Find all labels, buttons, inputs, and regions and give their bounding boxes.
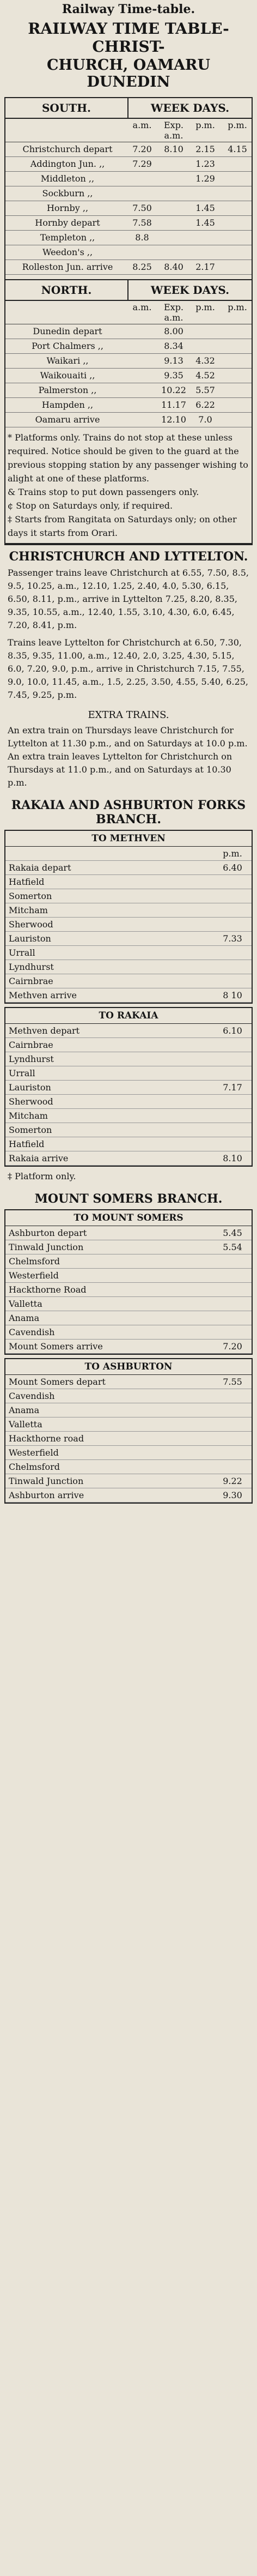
south-table-time: [158, 172, 189, 186]
north-table-row: [5, 383, 252, 398]
christchurch-lyttelton-title: CHRISTCHURCH AND LYTTELTON.: [9, 550, 248, 564]
rakaia-row: [5, 1151, 252, 1166]
ashburton-row: [5, 1375, 252, 1389]
ashburton-row: [5, 1488, 252, 1503]
ashburton-station: Anama: [9, 1405, 40, 1415]
time-head-4: p.m.: [228, 120, 247, 130]
mount-somers-time: 5.54: [223, 1242, 242, 1252]
south-table-time: 4.15: [228, 144, 247, 154]
extra-trains-text: An extra train on Thursdays leave Christchurch for Lyttelton at 11.30 p.m., and on Saturdays at 10.0 p.m. An extra train leaves Lyttelton for Christchurch on Thursdays at 11.0 p.m., and on Saturdays at 10.30 p.m.: [8, 725, 248, 788]
mount-somers-row: [5, 1254, 252, 1269]
note-platforms: * Platforms only. Trains do not stop at these unless required. Notice should be given to the guard at the previous stopping station by any passenger wishing to alight at one of these platforms.: [8, 432, 248, 484]
rakaia-row: [5, 1081, 252, 1095]
mount-somers-row: [5, 1297, 252, 1311]
mount-somers-station: Cavendish: [9, 1327, 55, 1337]
mount-somers-station: Westerfield: [9, 1270, 59, 1281]
page-header: Railway Time-table.: [62, 2, 195, 16]
rakaia-ashburton-title: RAKAIA AND ASHBURTON FORKS BRANCH.: [11, 798, 246, 827]
south-table-station: Templeton ,,: [40, 232, 95, 243]
methven-row: [5, 903, 252, 918]
to-mount-somers-box: [4, 1209, 253, 1355]
methven-station: Sherwood: [9, 919, 53, 930]
south-table-time: 1.45: [195, 203, 215, 213]
south-table-time: [221, 157, 254, 171]
south-table-station: Sockburn ,,: [42, 188, 93, 198]
rakaia-rows: [5, 1024, 252, 1166]
south-table-row: [5, 172, 252, 186]
north-table-header: [5, 280, 252, 301]
south-table-station: Hornby depart: [35, 218, 100, 228]
time-head-2: Exp. a.m.: [163, 302, 184, 323]
south-table-time: [158, 157, 189, 171]
south-table-time: 7.29: [132, 159, 152, 169]
north-table-time: 8.34: [164, 341, 183, 351]
south-table-row: [5, 231, 252, 245]
north-table-station: Hampden ,,: [41, 400, 94, 410]
south-table-row: [5, 157, 252, 172]
south-table-row: [5, 245, 252, 260]
north-table-time: [126, 324, 158, 339]
methven-rows: [5, 861, 252, 1003]
time-head-1: a.m.: [132, 302, 152, 312]
mount-somers-station: Hackthorne Road: [9, 1284, 87, 1295]
methven-time: 6.40: [223, 862, 242, 873]
north-table-time: [221, 369, 254, 383]
north-table-time: 8.00: [164, 326, 183, 336]
north-table-time: [126, 413, 158, 427]
note-saturdays: ¢ Stop on Saturdays only, if required.: [8, 500, 173, 511]
week-days-label: WEEK DAYS.: [150, 101, 230, 114]
rakaia-row: [5, 1052, 252, 1066]
south-table-time: [189, 245, 221, 260]
south-table-time: 2.15: [195, 144, 215, 154]
rakaia-station: Cairnbrae: [9, 1040, 53, 1050]
methven-station: Lyndhurst: [9, 962, 54, 972]
north-table-station: Port Chalmers ,,: [32, 341, 103, 351]
methven-station: Mitcham: [9, 905, 48, 915]
mount-somers-time: [213, 1297, 252, 1311]
south-table-time: 7.20: [132, 144, 152, 154]
rakaia-station: Methven depart: [9, 1025, 80, 1036]
mount-somers-time: 5.45: [223, 1228, 242, 1238]
rakaia-row: [5, 1123, 252, 1137]
north-table-time: [189, 339, 221, 353]
north-table-time: [221, 383, 254, 397]
to-rakaia-title: TO RAKAIA: [5, 1008, 252, 1024]
south-table-time: [221, 231, 254, 245]
mount-somers-row: [5, 1283, 252, 1297]
rakaia-station: Urrall: [9, 1068, 35, 1078]
south-table-station: Rolleston Jun. arrive: [22, 262, 113, 272]
methven-time: 8 10: [223, 990, 242, 1000]
timetable-notes: [5, 427, 252, 544]
methven-row: [5, 875, 252, 889]
rakaia-time: 7.17: [223, 1082, 242, 1093]
rakaia-time: [213, 1095, 252, 1108]
to-ashburton-title: TO ASHBURTON: [5, 1359, 252, 1375]
rakaia-row: [5, 1137, 252, 1151]
timetable-title: RAILWAY TIME TABLE-CHRIST-: [28, 20, 229, 56]
to-methven-title: TO METHVEN: [5, 831, 252, 847]
rakaia-time: [213, 1137, 252, 1151]
methven-time: [213, 946, 252, 960]
south-table-time: 1.23: [195, 159, 215, 169]
north-table-row: [5, 369, 252, 383]
methven-station: Methven arrive: [9, 990, 77, 1000]
to-methven-box: [4, 830, 253, 1004]
south-table-row: [5, 142, 252, 157]
rakaia-row: [5, 1109, 252, 1123]
time-head-1: a.m.: [132, 120, 152, 130]
south-table-time: 8.8: [135, 232, 149, 243]
lyttelton-text-1: Passenger trains leave Christchurch at 6.55, 7.50, 8.5, 9.5, 10.25, a.m., 12.10, 1.25, 2.40, 4.0, 5.30, 6.15, 6.50, 8.11, p.m., arrive in Lyttelton 7.25, 8.20, 8.35, 9.35, 10.55, a.m., 12.40, 1.55, 3.10, 4.30, 6.0, 6.45, 7.20, 8.41, p.m.: [8, 568, 249, 630]
mount-somers-time: [213, 1283, 252, 1296]
rakaia-time: [213, 1038, 252, 1052]
methven-row: [5, 889, 252, 903]
north-rows: [5, 324, 252, 427]
mount-somers-time: [213, 1269, 252, 1282]
methven-station: Hatfield: [9, 877, 45, 887]
table-divider: [5, 275, 252, 280]
mount-somers-time: [213, 1254, 252, 1268]
time-head-3: p.m.: [195, 302, 215, 312]
methven-time: [213, 875, 252, 889]
north-table-time: 6.22: [195, 400, 215, 410]
south-table-time: [221, 201, 254, 215]
south-table-time: [221, 172, 254, 186]
rakaia-row: [5, 1095, 252, 1109]
south-table-header: [5, 98, 252, 119]
ash-rows: [5, 1375, 252, 1503]
south-table-time: 8.10: [164, 144, 183, 154]
ashburton-row: [5, 1474, 252, 1488]
rakaia-station: Lauriston: [9, 1082, 51, 1093]
methven-row: [5, 974, 252, 988]
south-table-time: 7.50: [132, 203, 152, 213]
south-table-time: 7.58: [132, 218, 152, 228]
methven-station: Somerton: [9, 891, 52, 901]
ashburton-time: [213, 1389, 252, 1403]
rakaia-row: [5, 1038, 252, 1052]
direction-label: SOUTH.: [5, 98, 128, 118]
ashburton-station: Tinwald Junction: [9, 1476, 84, 1486]
mount-somers-station: Anama: [9, 1313, 40, 1323]
methven-row: [5, 946, 252, 960]
north-table-time: [221, 413, 254, 427]
rakaia-station: Rakaia arrive: [9, 1153, 69, 1163]
mount-rows: [5, 1226, 252, 1354]
north-table-station: Dunedin depart: [33, 326, 102, 336]
ashburton-time: 7.55: [223, 1377, 242, 1387]
note-rangitata: ‡ Starts from Rangitata on Saturdays only; on other days it starts from Orari.: [8, 514, 237, 538]
rakaia-row: [5, 1024, 252, 1038]
south-table-time: [221, 186, 254, 201]
ashburton-station: Hackthorne road: [9, 1433, 84, 1444]
ashburton-station: Chelmsford: [9, 1462, 60, 1472]
time-head-4: p.m.: [228, 302, 247, 312]
mount-somers-station: Ashburton depart: [9, 1228, 87, 1238]
south-table-time: [221, 245, 254, 260]
rakaia-station: Mitcham: [9, 1111, 48, 1121]
south-table-station: Christchurch depart: [22, 144, 113, 154]
methven-row: [5, 861, 252, 875]
mount-somers-station: Mount Somers arrive: [9, 1341, 103, 1352]
mount-somers-row: [5, 1311, 252, 1325]
south-table-row: [5, 260, 252, 275]
south-table-time: [158, 186, 189, 201]
north-table-time: [221, 354, 254, 368]
mount-somers-station: Valletta: [9, 1299, 42, 1309]
mount-somers-row: [5, 1240, 252, 1254]
rakaia-time: [213, 1052, 252, 1066]
south-table-time: 1.45: [195, 218, 215, 228]
south-table-time: [221, 216, 254, 230]
methven-time: [213, 889, 252, 903]
north-table-time: 9.35: [164, 370, 183, 381]
ashburton-time: [213, 1403, 252, 1417]
methven-station: Rakaia depart: [9, 862, 71, 873]
south-time-header: [5, 119, 252, 142]
methven-row: [5, 988, 252, 1003]
timetable-subtitle: CHURCH, OAMARU DUNEDIN: [46, 57, 211, 91]
mount-somers-station: Tinwald Junction: [9, 1242, 84, 1252]
lyttelton-text-2: Trains leave Lyttelton for Christchurch at 6.50, 7.30, 8.35, 9.35, 11.00, a.m., 12.40, 2.0, 3.25, 4.30, 5.15, 6.0, 7.20, 9.0, p.m., arrive in Christchurch 7.15, 7.55, 9.0, 10.0, 11.45, a.m., 1.5, 2.25, 3.50, 4.55, 5.40, 6.25, 7.45, 9.25, p.m.: [8, 637, 248, 700]
south-table-time: [158, 201, 189, 215]
north-table-station: Palmerston ,,: [38, 385, 97, 395]
ashburton-row: [5, 1446, 252, 1460]
ashburton-station: Mount Somers depart: [9, 1377, 106, 1387]
south-table-time: [126, 186, 158, 201]
methven-row: [5, 918, 252, 932]
north-table-row: [5, 339, 252, 354]
ashburton-row: [5, 1403, 252, 1417]
time-head-2: Exp. a.m.: [163, 120, 184, 141]
ashburton-row: [5, 1460, 252, 1474]
rakaia-station: Somerton: [9, 1125, 52, 1135]
north-table-time: 12.10: [161, 414, 186, 425]
south-table-row: [5, 186, 252, 201]
rakaia-station: Lyndhurst: [9, 1054, 54, 1064]
rakaia-time: 6.10: [223, 1025, 242, 1036]
north-table-time: [221, 398, 254, 412]
north-table-time: [126, 369, 158, 383]
north-table-time: [221, 339, 254, 353]
mount-somers-time: [213, 1325, 252, 1339]
south-table-time: [221, 260, 254, 274]
north-table-row: [5, 354, 252, 369]
note-put-down: & Trains stop to put down passengers only.: [8, 487, 199, 497]
direction-label: NORTH.: [5, 280, 128, 300]
methven-time: [213, 960, 252, 974]
north-table-time: 4.32: [195, 355, 215, 366]
methven-time-head: p.m.: [223, 848, 242, 859]
mount-somers-time: [213, 1311, 252, 1325]
mount-somers-station: Chelmsford: [9, 1256, 60, 1266]
ashburton-time: [213, 1446, 252, 1459]
south-table-station: Hornby ,,: [46, 203, 89, 213]
north-table-time: [189, 324, 221, 339]
ashburton-time: 9.22: [223, 1476, 242, 1486]
north-table-time: 4.52: [195, 370, 215, 381]
south-table-station: Addington Jun. ,,: [30, 159, 105, 169]
methven-row: [5, 960, 252, 974]
north-table-time: 5.57: [195, 385, 215, 395]
south-timetable: [4, 97, 253, 545]
mount-somers-row: [5, 1269, 252, 1283]
north-time-header: [5, 301, 252, 324]
south-table-time: 1.29: [195, 173, 215, 184]
ashburton-time: [213, 1432, 252, 1445]
methven-station: Urrall: [9, 948, 35, 958]
south-table-time: [189, 231, 221, 245]
south-table-time: 8.25: [132, 262, 152, 272]
ashburton-row: [5, 1389, 252, 1403]
ashburton-row: [5, 1417, 252, 1432]
rakaia-time: [213, 1109, 252, 1123]
mount-somers-title: MOUNT SOMERS BRANCH.: [34, 1192, 223, 1206]
methven-station: Lauriston: [9, 933, 51, 944]
north-table-row: [5, 398, 252, 413]
north-table-time: 10.22: [161, 385, 186, 395]
north-table-station: Waikouaiti ,,: [40, 370, 95, 381]
to-ashburton-box: [4, 1358, 253, 1504]
methven-time: 7.33: [223, 933, 242, 944]
mount-somers-time: 7.20: [223, 1341, 242, 1352]
ashburton-station: Ashburton arrive: [9, 1490, 84, 1500]
north-table-time: [126, 398, 158, 412]
ashburton-station: Cavendish: [9, 1391, 55, 1401]
south-table-time: [126, 245, 158, 260]
north-table-time: 7.0: [198, 414, 212, 425]
methven-station: Cairnbrae: [9, 976, 53, 986]
rakaia-station: Hatfield: [9, 1139, 45, 1149]
south-table-time: [158, 216, 189, 230]
south-table-time: [126, 172, 158, 186]
north-table-time: [126, 339, 158, 353]
mount-somers-row: [5, 1226, 252, 1240]
ashburton-time: [213, 1460, 252, 1474]
platform-note: ‡ Platform only.: [8, 1171, 76, 1181]
north-table-row: [5, 413, 252, 427]
south-table-row: [5, 201, 252, 216]
south-table-row: [5, 216, 252, 231]
south-rows: [5, 142, 252, 275]
methven-time: [213, 918, 252, 931]
methven-time-head-row: [5, 847, 252, 861]
south-table-time: [189, 186, 221, 201]
extra-trains-title: EXTRA TRAINS.: [88, 709, 169, 721]
rakaia-time: 8.10: [223, 1153, 242, 1163]
ashburton-station: Valletta: [9, 1419, 42, 1429]
north-table-station: Waikari ,,: [46, 355, 89, 366]
week-days-label: WEEK DAYS.: [150, 283, 230, 297]
north-table-time: 9.13: [164, 355, 183, 366]
south-table-time: [158, 245, 189, 260]
methven-time: [213, 974, 252, 988]
rakaia-station: Sherwood: [9, 1096, 53, 1107]
ashburton-time: 9.30: [223, 1490, 242, 1500]
rakaia-row: [5, 1066, 252, 1081]
south-table-station: Middleton ,,: [40, 173, 95, 184]
ashburton-time: [213, 1417, 252, 1431]
south-table-station: Weedon's ,,: [42, 247, 93, 257]
methven-time: [213, 903, 252, 917]
south-table-time: [158, 231, 189, 245]
south-table-time: 2.17: [195, 262, 215, 272]
ashburton-station: Westerfield: [9, 1447, 59, 1458]
to-rakaia-box: [4, 1007, 253, 1167]
to-mount-somers-title: TO MOUNT SOMERS: [5, 1210, 252, 1226]
north-table-station: Oamaru arrive: [35, 414, 100, 425]
south-table-time: 8.40: [164, 262, 183, 272]
mount-somers-row: [5, 1325, 252, 1340]
ashburton-row: [5, 1432, 252, 1446]
railway-time-table-page: [4, 0, 253, 2576]
north-table-time: [126, 383, 158, 397]
mount-somers-row: [5, 1340, 252, 1354]
north-table-time: 11.17: [161, 400, 186, 410]
north-table-time: [221, 324, 254, 339]
north-table-row: [5, 324, 252, 339]
time-head-3: p.m.: [195, 120, 215, 130]
rakaia-time: [213, 1123, 252, 1137]
methven-row: [5, 932, 252, 946]
rakaia-time: [213, 1066, 252, 1080]
north-table-time: [126, 354, 158, 368]
